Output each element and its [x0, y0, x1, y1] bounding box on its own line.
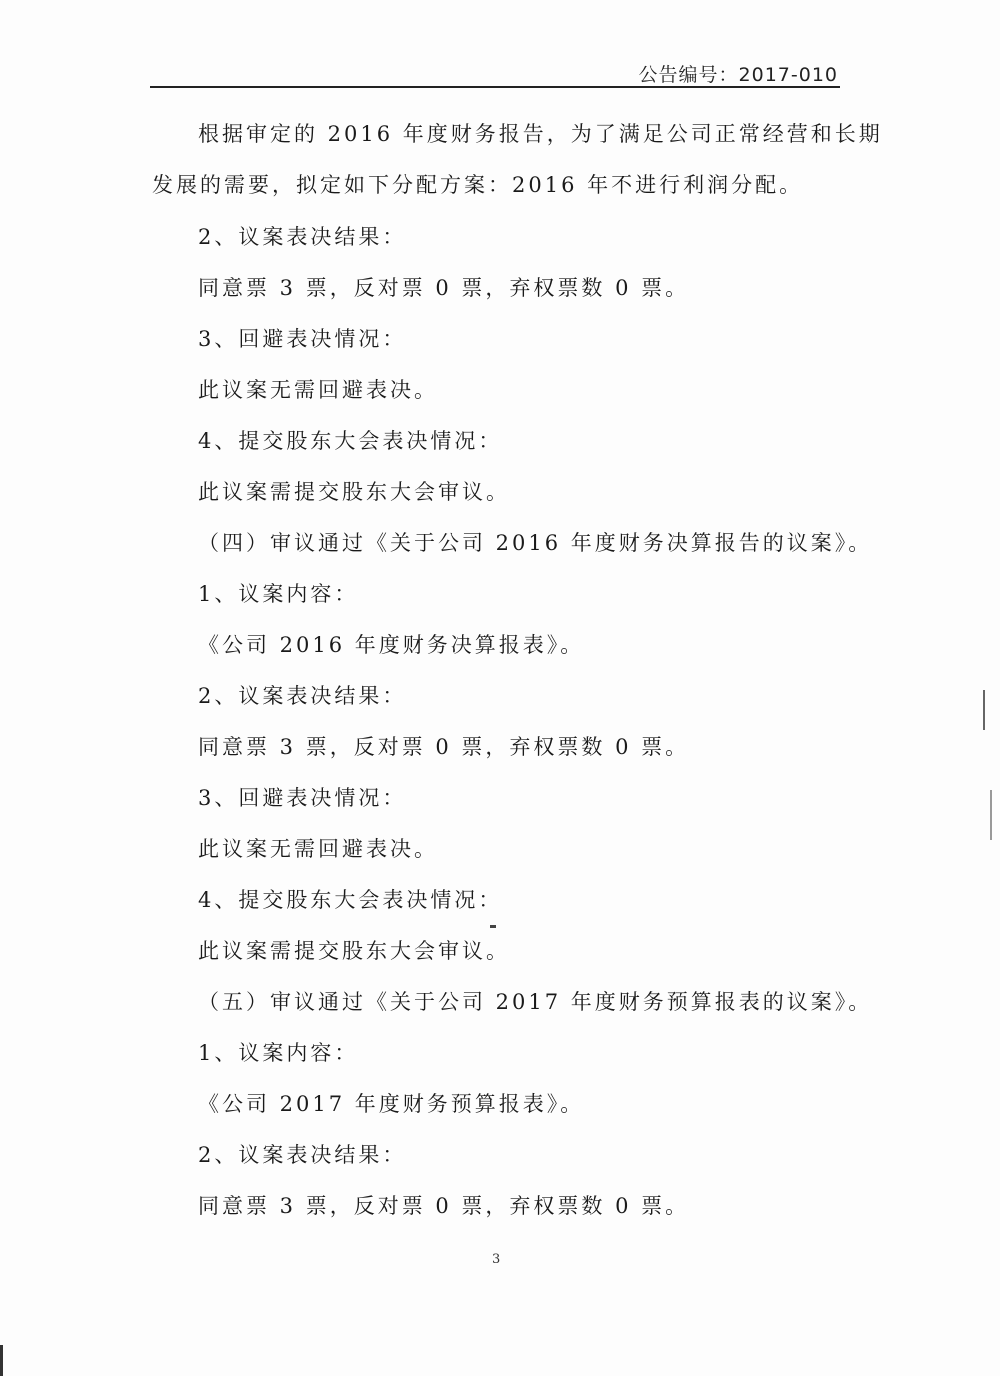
notice-number: 公告编号：2017-010	[638, 64, 838, 86]
section-heading: 2、议案表决结果：	[198, 1143, 407, 1167]
paragraph-line: 《公司 2017 年度财务预算报表》。	[198, 1092, 585, 1116]
header-rule	[150, 86, 840, 88]
scan-artifact	[490, 925, 496, 928]
resolution-heading: （五）审议通过《关于公司 2017 年度财务预算报表的议案》。	[198, 990, 873, 1014]
section-heading: 2、议案表决结果：	[198, 684, 407, 708]
section-heading: 3、回避表决情况：	[198, 786, 407, 810]
section-heading: 3、回避表决情况：	[198, 327, 407, 351]
paragraph-line: 此议案需提交股东大会审议。	[198, 480, 510, 504]
scan-artifact	[0, 1345, 3, 1376]
page-number: 3	[492, 1252, 501, 1267]
paragraph-line: 根据审定的 2016 年度财务报告，为了满足公司正常经营和长期	[198, 122, 883, 146]
scan-artifact	[990, 790, 992, 840]
paragraph-line: 同意票 3 票，反对票 0 票，弃权票数 0 票。	[198, 276, 690, 300]
paragraph-line: 此议案无需回避表决。	[198, 837, 438, 861]
resolution-heading: （四）审议通过《关于公司 2016 年度财务决算报告的议案》。	[198, 531, 873, 555]
paragraph-line: 此议案无需回避表决。	[198, 378, 438, 402]
section-heading: 1、议案内容：	[198, 582, 359, 606]
section-heading: 2、议案表决结果：	[198, 225, 407, 249]
paragraph-line: 同意票 3 票，反对票 0 票，弃权票数 0 票。	[198, 1194, 690, 1218]
paragraph-line: 此议案需提交股东大会审议。	[198, 939, 510, 963]
section-heading: 1、议案内容：	[198, 1041, 359, 1065]
section-heading: 4、提交股东大会表决情况：	[198, 429, 503, 453]
paragraph-line: 发展的需要，拟定如下分配方案：2016 年不进行利润分配。	[152, 173, 804, 197]
scan-artifact	[983, 690, 985, 730]
section-heading: 4、提交股东大会表决情况：	[198, 888, 503, 912]
paragraph-line: 《公司 2016 年度财务决算报表》。	[198, 633, 585, 657]
paragraph-line: 同意票 3 票，反对票 0 票，弃权票数 0 票。	[198, 735, 690, 759]
